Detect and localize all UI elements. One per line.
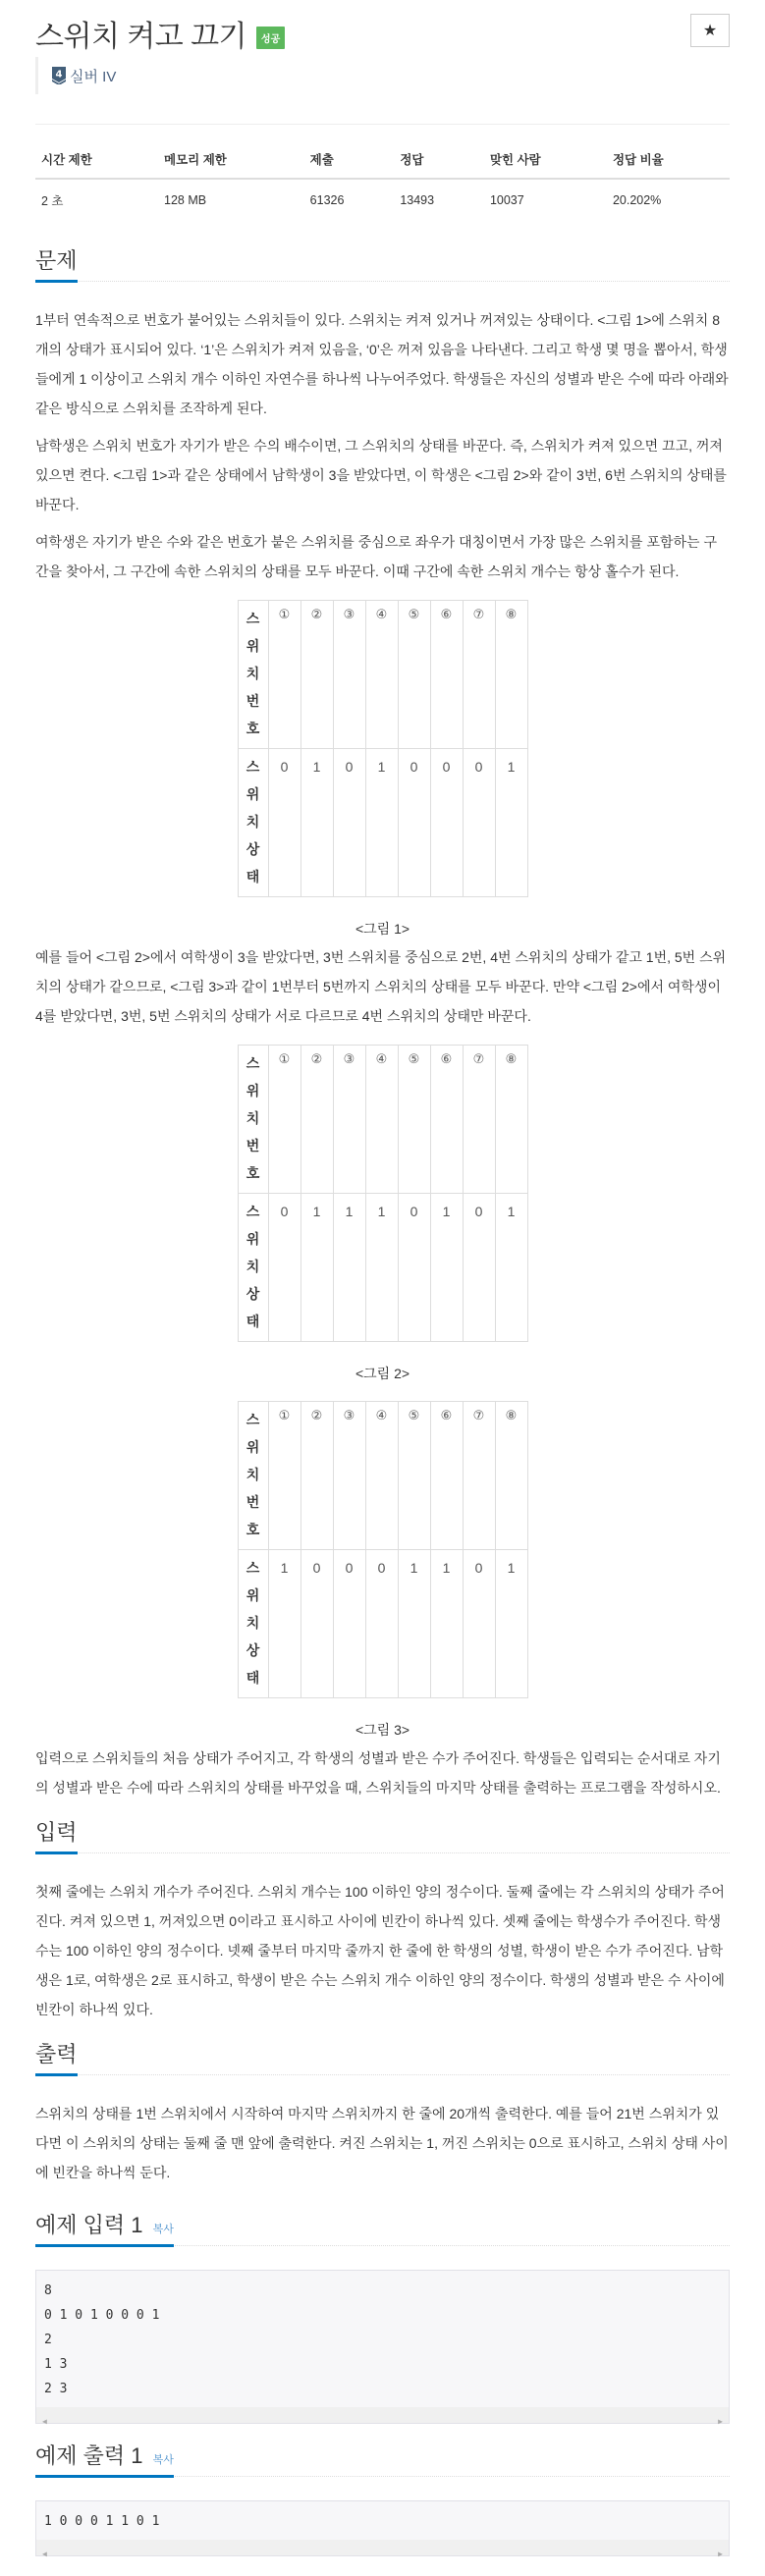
switch-number: ⑤ [398,1402,430,1550]
sample-input-block[interactable] [35,2270,730,2424]
switch-number: ① [268,1402,301,1550]
switch-state: 1 [333,1194,365,1342]
switch-number: ③ [333,1402,365,1550]
sample-input-line: 0 1 0 1 0 0 0 1 [44,2308,160,2323]
problem-section-header [35,244,730,282]
copy-sample-output-button[interactable]: 복사 [152,2454,174,2466]
scroll-left-icon[interactable]: ◀ [42,2417,47,2426]
row-header-switch-number: 스 위 치 번 호 [238,601,268,749]
figure-caption: <그림 2> [355,1366,410,1381]
star-icon: ★ [702,23,718,39]
switch-state: 0 [365,1550,398,1698]
problem-paragraph: 여학생은 자기가 받은 수와 같은 번호가 붙은 스위치를 중심으로 좌우가 대칭이면서 가장 많은 스위치를 포함하는 구간을 찾아서, 그 구간에 속한 스위치의 상태를 모두 바꾼다. 이때 구간에 속한 스위치 개수는 항상 홀수가 된다. [35,534,717,579]
switch-number: ④ [365,1046,398,1194]
switch-number: ⑥ [430,1402,463,1550]
bottom-spacer [35,2556,730,2576]
switch-number: ⑧ [495,1046,527,1194]
divider [35,124,730,125]
page-title: 스위치 켜고 끄기 [35,21,247,53]
row-header-switch-state: 스 위 치 상 태 [238,749,268,897]
switch-table [238,1401,528,1698]
figure-1 [35,600,730,942]
switch-state: 1 [430,1550,463,1698]
problem-heading: 문제 [35,244,78,275]
header-memory-limit: 메모리 제한 [158,150,304,179]
switch-state: 0 [398,749,430,897]
scroll-right-icon[interactable]: ▶ [718,2549,723,2558]
sample-output-header [35,2440,730,2477]
switch-number: ⑦ [463,601,495,749]
submissions-value: 61326 [309,193,345,207]
time-limit-value: 2 초 [41,194,64,208]
switch-number-row [238,1046,527,1194]
switch-state-row [238,1194,527,1342]
switch-number-row [238,601,527,749]
sample-input-heading: 예제 입력 1 복사 [35,2209,174,2239]
sample-input-line: 2 3 [44,2382,68,2396]
output-body [35,2075,730,2187]
output-description: 스위치의 상태를 1번 스위치에서 시작하여 마지막 스위치까지 한 줄에 20개씩 출력한다. 예를 들어 21번 스위치가 있다면 이 스위치의 상태는 둘째 줄 맨 앞에 출력한다. 켜진 스위치는 1, 꺼진 스위치는 0으로 표시하고, 스위치 상태 사이에 빈칸을 하나씩 둔다. [35,2106,729,2180]
switch-number: ① [268,1046,301,1194]
switch-number: ⑤ [398,1046,430,1194]
switch-state: 0 [268,749,301,897]
header-solved-users: 맞힌 사람 [484,150,607,179]
switch-state: 0 [463,749,495,897]
output-section-header [35,2038,730,2075]
switch-state: 1 [365,749,398,897]
row-header-switch-state: 스 위 치 상 태 [238,1194,268,1342]
copy-sample-input-button[interactable]: 복사 [152,2224,174,2235]
title-row [35,0,730,53]
switch-table [238,600,528,897]
solved-users-value: 10037 [489,193,524,207]
switch-state: 1 [398,1550,430,1698]
horizontal-scrollbar[interactable] [36,2540,729,2558]
switch-state: 1 [268,1550,301,1698]
switch-state: 1 [495,749,527,897]
switch-state: 0 [398,1194,430,1342]
switch-state: 1 [495,1194,527,1342]
switch-number: ⑦ [463,1046,495,1194]
input-description: 첫째 줄에는 스위치 개수가 주어진다. 스위치 개수는 100 이하인 양의 정수이다. 둘째 줄에는 각 스위치의 상태가 주어진다. 켜져 있으면 1, 꺼져있으면 0이라고 표시하고 사이에 빈칸이 하나씩 있다. 셋째 줄에는 학생수가 주어진다. 학생수는 100 이하인 양의 정수이다. 넷째 줄부터 마지막 줄까지 한 줄에 한 학생의 성별, 학생이 받은 수가 주어진다. 남학생은 1로, 여학생은 2로 표시하고, 학생이 받은 수는 스위치 개수 이하인 양의 정수이다. 학생의 성별과 받은 수 사이에 빈칸이 하나씩 있다. [35,1884,725,2017]
sample-input-line: 8 [44,2283,52,2298]
favorite-button[interactable] [690,14,730,47]
switch-number: ② [301,1402,333,1550]
problem-paragraph: 남학생은 스위치 번호가 자기가 받은 수의 배수이면, 그 스위치의 상태를 바꾼다. 즉, 스위치가 켜져 있으면 끄고, 꺼져 있으면 켠다. <그림 1>과 같은 상태에서 남학생이 3을 받았다면, 이 학생은 <그림 2>와 같이 3번, 6번 스위치의 상태를 바꾼다. [35,438,727,512]
switch-state: 0 [333,1550,365,1698]
input-heading: 입력 [35,1816,78,1847]
figure-2 [35,1045,730,1387]
header-submissions: 제출 [304,150,395,179]
sample-output-block[interactable] [35,2500,730,2556]
switch-state: 0 [430,749,463,897]
scroll-left-icon[interactable]: ◀ [42,2549,47,2558]
memory-limit-value: 128 MB [164,193,207,207]
accepted-value: 13493 [400,193,435,207]
switch-state: 0 [333,749,365,897]
switch-number: ② [301,1046,333,1194]
switch-number: ⑥ [430,601,463,749]
switch-number: ① [268,601,301,749]
switch-number: ⑧ [495,1402,527,1550]
output-heading: 출력 [35,2038,78,2068]
switch-number: ④ [365,1402,398,1550]
switch-state: 1 [365,1194,398,1342]
header-time-limit: 시간 제한 [35,150,158,179]
status-badge: 성공 [256,27,285,49]
problem-paragraph: 예를 들어 <그림 2>에서 여학생이 3을 받았다면, 3번 스위치를 중심으로 2번, 4번 스위치의 상태가 같고 1번, 5번 스위치의 상태가 같으므로, <그림 3>과 같이 1번부터 5번까지 스위치의 상태를 모두 바꾼다. 만약 <그림 2>에서 여학생이 4를 받았다면, 3번, 5번 스위치의 상태가 서로 다르므로 4번 스위치의 상태만 바꾼다. [35,949,727,1024]
sample-output-line: 1 0 0 0 1 1 0 1 [44,2514,160,2529]
svg-text:4: 4 [55,69,63,80]
figure-caption: <그림 3> [355,1722,410,1738]
input-body [35,1853,730,2024]
switch-number: ⑤ [398,601,430,749]
row-header-switch-state: 스 위 치 상 태 [238,1550,268,1698]
header-accepted: 정답 [394,150,484,179]
row-header-switch-number: 스 위 치 번 호 [238,1402,268,1550]
switch-number: ③ [333,601,365,749]
switch-state: 0 [268,1194,301,1342]
switch-state: 0 [301,1550,333,1698]
switch-state-row [238,1550,527,1698]
switch-number: ② [301,601,333,749]
switch-number: ④ [365,601,398,749]
problem-info-table [35,150,730,217]
switch-number: ⑥ [430,1046,463,1194]
header-accept-ratio: 정답 비율 [607,150,730,179]
switch-state: 0 [463,1550,495,1698]
switch-state-row [238,749,527,897]
switch-number-row [238,1402,527,1550]
problem-paragraph: 1부터 연속적으로 번호가 붙어있는 스위치들이 있다. 스위치는 켜져 있거나 꺼져있는 상태이다. <그림 1>에 스위치 8개의 상태가 표시되어 있다. ‘1’은 스위치가 켜져 있음을, ‘0’은 꺼져 있음을 나타낸다. 그리고 학생 몇 명을 뽑아서, 학생들에게 1 이상이고 스위치 개수 이하인 자연수를 하나씩 나누어주었다. 학생들은 자신의 성별과 받은 수에 따라 아래와 같은 방식으로 스위치를 조작하게 된다. [35,312,729,416]
switch-state: 1 [301,1194,333,1342]
switch-number: ③ [333,1046,365,1194]
switch-state: 0 [463,1194,495,1342]
table-row [35,179,730,217]
switch-state: 1 [430,1194,463,1342]
sample-output-heading: 예제 출력 1 복사 [35,2440,174,2470]
figure-caption: <그림 1> [355,921,410,937]
accept-ratio-value: 20.202% [612,193,662,207]
tier-badge-icon [52,67,66,84]
switch-table [238,1045,528,1342]
problem-body [35,282,730,1802]
switch-number: ⑧ [495,601,527,749]
switch-state: 1 [301,749,333,897]
switch-number: ⑦ [463,1402,495,1550]
sample-input-line: 2 [44,2333,52,2347]
tier-label: 실버 IV [70,68,117,85]
figure-3 [35,1401,730,1744]
sample-input-line: 1 3 [44,2357,68,2372]
row-header-switch-number: 스 위 치 번 호 [238,1046,268,1194]
sample-input-header [35,2209,730,2246]
tier-box [35,57,730,94]
problem-paragraph: 입력으로 스위치들의 처음 상태가 주어지고, 각 학생의 성별과 받은 수가 주어진다. 학생들은 입력되는 순서대로 자기의 성별과 받은 수에 따라 스위치의 상태를 바꾸었을 때, 스위치들의 마지막 상태를 출력하는 프로그램을 작성하시오. [35,1750,721,1796]
horizontal-scrollbar[interactable] [36,2407,729,2426]
scroll-right-icon[interactable]: ▶ [718,2417,723,2426]
input-section-header [35,1816,730,1853]
switch-state: 1 [495,1550,527,1698]
